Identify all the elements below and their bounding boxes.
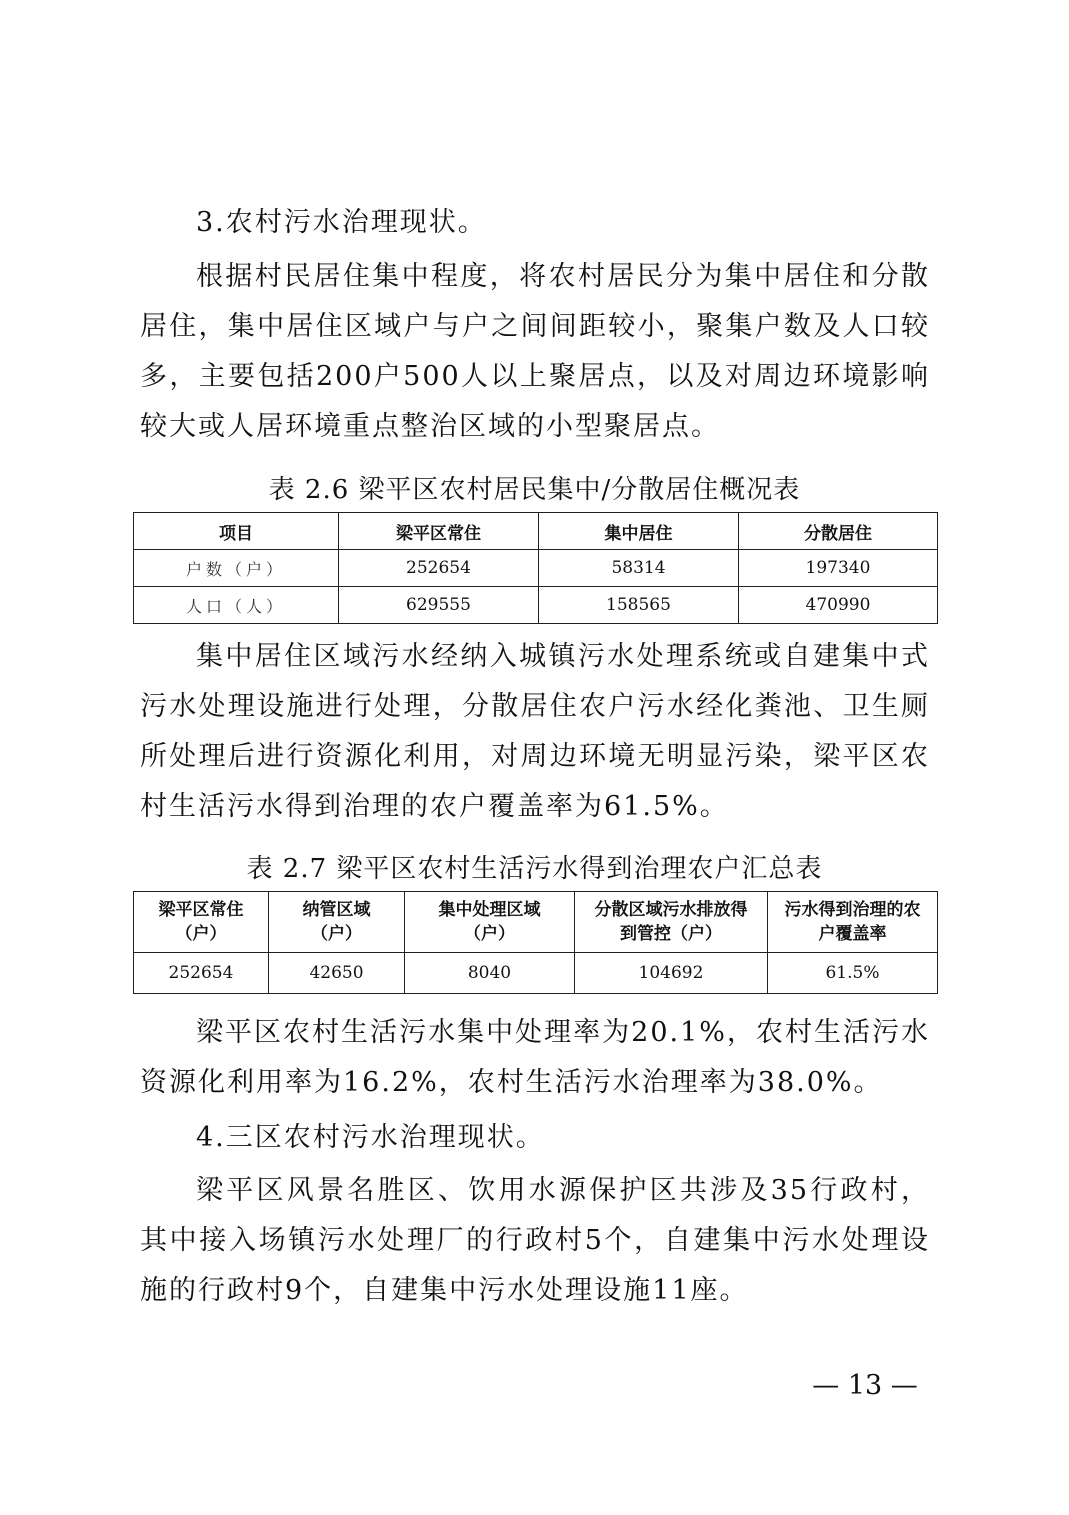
page-number: — 13 — [812,1370,918,1401]
table-header-cell: 分散居住 [739,513,938,550]
section-3-heading: 3.农村污水治理现状。 [196,207,487,238]
table-cell: 629555 [339,587,539,624]
table-2-7-caption: 表 2.7 梁平区农村生活污水得到治理农户汇总表 [246,854,823,884]
table-header-cell: 污水得到治理的农 户覆盖率 [768,892,938,953]
table-row [134,587,938,624]
table-header-row [134,513,938,550]
table-header-cell: 集中处理区域 （户） [405,892,575,953]
table-header-cell: 集中居住 [539,513,739,550]
table-2-6-caption: 表 2.6 梁平区农村居民集中/分散居住概况表 [268,475,801,505]
table-header-cell: 梁平区常住 [339,513,539,550]
section-3-paragraph-1: 根据村民居住集中程度，将农村居民分为集中居住和分散居住，集中居住区域户与户之间间距较小，聚集户数及人口较多，主要包括200户500人以上聚居点，以及对周边环境影响较大或人居环境重点整治区域的小型聚居点。 [140,261,930,442]
section-4-heading: 4.三区农村污水治理现状。 [196,1122,545,1153]
table-row [134,953,938,994]
table-row-label: 人口（人） [134,587,339,624]
table-cell: 42650 [269,953,405,994]
table-2-7 [133,891,938,994]
table-cell: 252654 [339,550,539,587]
table-header-cell: 梁平区常住 （户） [134,892,269,953]
section-4-paragraph-1: 梁平区风景名胜区、饮用水源保护区共涉及35行政村，其中接入场镇污水处理厂的行政村5个，自建集中污水处理设施的行政村9个，自建集中污水处理设施11座。 [140,1175,930,1306]
table-cell: 197340 [739,550,938,587]
table-row [134,550,938,587]
table-cell: 8040 [405,953,575,994]
table-cell: 104692 [575,953,768,994]
table-header-row [134,892,938,953]
section-3-paragraph-2: 集中居住区域污水经纳入城镇污水处理系统或自建集中式污水处理设施进行处理，分散居住农户污水经化粪池、卫生厕所处理后进行资源化利用，对周边环境无明显污染，梁平区农村生活污水得到治理的农户覆盖率为61.5%。 [140,641,930,822]
table-cell: 61.5% [768,953,938,994]
table-cell: 158565 [539,587,739,624]
section-3-paragraph-3: 梁平区农村生活污水集中处理率为20.1%，农村生活污水资源化利用率为16.2%，农村生活污水治理率为38.0%。 [140,1017,930,1098]
table-header-cell: 纳管区域 （户） [269,892,405,953]
table-header-cell: 项目 [134,513,339,550]
table-header-cell: 分散区域污水排放得 到管控（户） [575,892,768,953]
table-row-label: 户数（户） [134,550,339,587]
table-cell: 470990 [739,587,938,624]
table-cell: 58314 [539,550,739,587]
table-2-6 [133,512,938,624]
table-cell: 252654 [134,953,269,994]
